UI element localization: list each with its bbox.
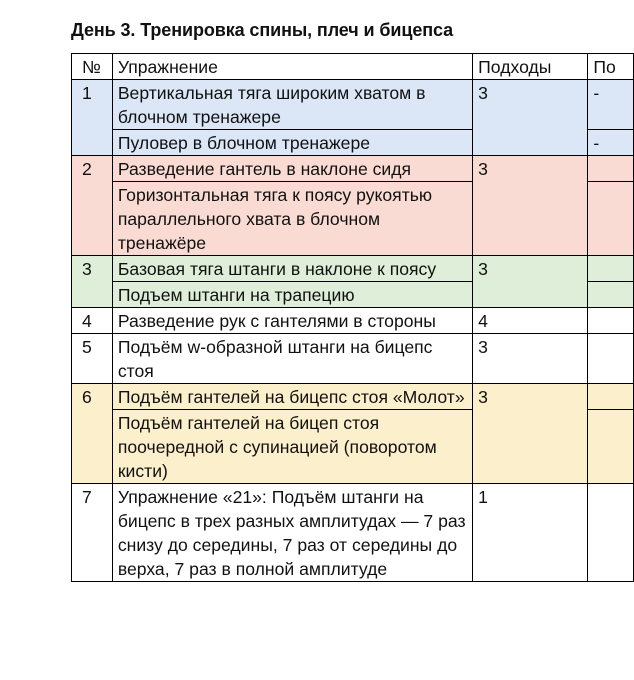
extra-value: [588, 256, 634, 282]
table-header-row: [72, 54, 634, 80]
extra-value: [588, 282, 634, 308]
exercise-number: 6: [72, 384, 113, 484]
sets-value: 3: [473, 80, 588, 156]
sets-value: 3: [473, 156, 588, 256]
table-row: [72, 256, 634, 282]
extra-value: -: [588, 80, 634, 130]
exercise-name: Базовая тяга штанги в наклоне к поясу: [112, 256, 472, 282]
extra-value: -: [588, 130, 634, 156]
page-title: День 3. Тренировка спины, плеч и бицепса: [71, 20, 454, 40]
extra-value: [588, 334, 634, 384]
extra-value: [588, 156, 634, 182]
extra-value: [588, 308, 634, 334]
exercise-name: Подъем штанги на трапецию: [112, 282, 472, 308]
table-row: [72, 484, 634, 582]
exercise-number: 7: [72, 484, 113, 582]
exercise-number: 1: [72, 80, 113, 156]
exercise-number: 4: [72, 308, 113, 334]
extra-value: [588, 182, 634, 256]
exercise-name: Горизонтальная тяга к поясу рукоятью параллельного хвата в блочном тренажёре: [112, 182, 472, 256]
table-row: [72, 384, 634, 410]
header-sets: Подходы: [473, 54, 588, 80]
header-exercise: Упражнение: [112, 54, 472, 80]
sets-value: 3: [473, 334, 588, 384]
extra-value: [588, 384, 634, 410]
sets-value: 1: [473, 484, 588, 582]
workout-table: [71, 53, 634, 582]
sets-value: 4: [473, 308, 588, 334]
table-row: [72, 80, 634, 130]
exercise-number: 5: [72, 334, 113, 384]
exercise-name: Пуловер в блочном тренажере: [112, 130, 472, 156]
extra-value: [588, 410, 634, 484]
exercise-name: Разведение гантель в наклоне сидя: [112, 156, 472, 182]
exercise-name: Подъём гантелей на бицепс стоя «Молот»: [112, 384, 472, 410]
exercise-name: Упражнение «21»: Подъём штанги на бицепс в трех разных амплитудах — 7 раз снизу до середины, 7 раз от середины до верха, 7 раз в полной амплитуде: [112, 484, 472, 582]
exercise-name: Подъём гантелей на бицеп стоя поочередной с супинацией (поворотом кисти): [112, 410, 472, 484]
exercise-name: Вертикальная тяга широким хватом в блочном тренажере: [112, 80, 472, 130]
header-next: По: [588, 54, 634, 80]
exercise-name: Разведение рук с гантелями в стороны: [112, 308, 472, 334]
exercise-number: 3: [72, 256, 113, 308]
sets-value: 3: [473, 384, 588, 484]
table-row: [72, 156, 634, 182]
extra-value: [588, 484, 634, 582]
table-row: [72, 334, 634, 384]
exercise-name: Подъём w-образной штанги на бицепс стоя: [112, 334, 472, 384]
sets-value: 3: [473, 256, 588, 308]
exercise-number: 2: [72, 156, 113, 256]
table-row: [72, 308, 634, 334]
header-num: №: [72, 54, 113, 80]
